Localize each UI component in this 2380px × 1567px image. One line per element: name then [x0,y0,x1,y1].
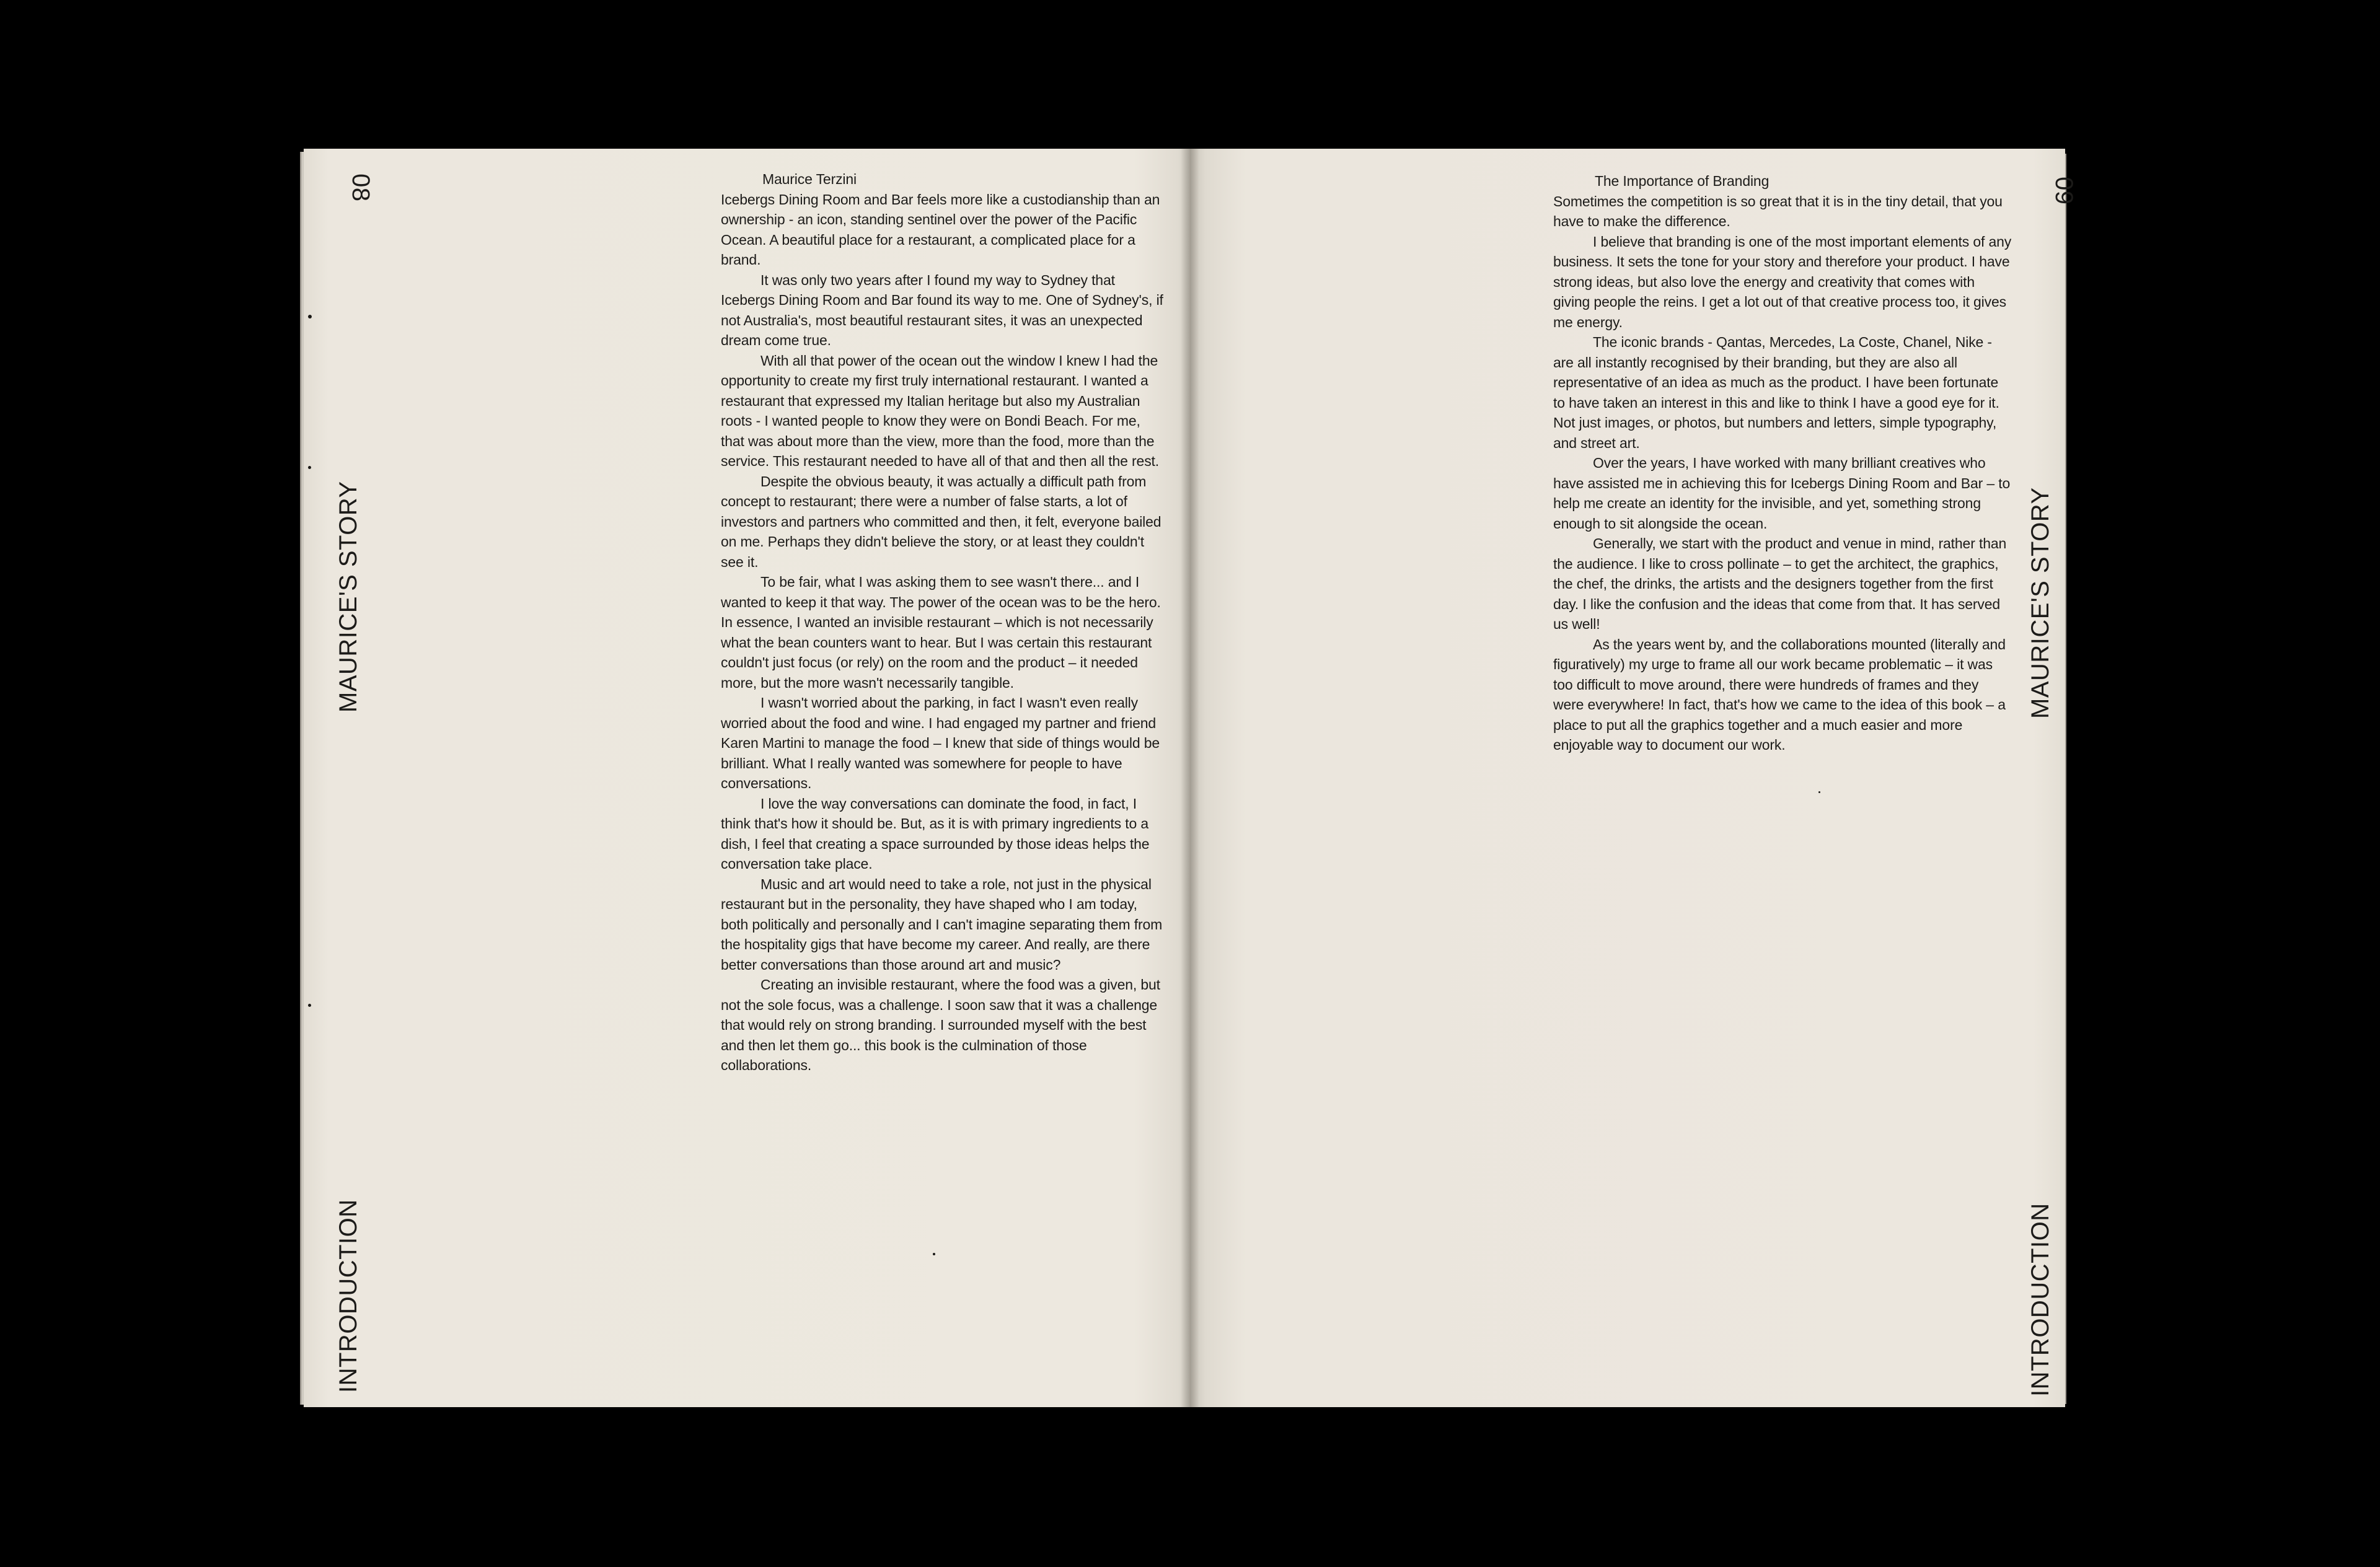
paragraph: I wasn't worried about the parking, in fact I wasn't even really worried about the food and wine. I had engaged my partner and friend Karen Martini to manage the food – I knew that side of things would be brilliant. What I really wanted was somewhere for people to have conversations. [721,695,1160,791]
right-article-title: The Importance of Branding [1595,173,1770,189]
paragraph: I believe that branding is one of the most important elements of any business. It sets the tone for your story and therefore your product. I have strong ideas, but also love the energy and creativity that comes with giving people the reins. I get a lot out of that creative process too, it gives me energy. [1553,233,2012,330]
paragraph: To be fair, what I was asking them to see wasn't there... and I wanted to keep it that way. The power of the ocean was to be the hero. In essence, I wanted an invisible restaurant – which is not necessarily what the bean counters want to hear. But I was certain this restaurant couldn't just focus (or rely) on the room and the product – it needed more, but the more wasn't necessarily tangible. [721,574,1161,691]
paper-speck [933,1253,935,1255]
paper-speck [1818,791,1820,793]
paragraph: As the years went by, and the collaborations mounted (literally and figuratively) my urge to frame all our work became problematic – it was too difficult to move around, there were hundreds of frames and they were everywhere! In fact, that's how we came to the idea of this book – a place to put all the graphics together and a much easier and more enjoyable way to document our work. [1553,636,2006,753]
paper-speck [308,315,312,318]
paper-speck [308,466,311,469]
paragraph: Creating an invisible restaurant, where the food was a given, but not the sole focus, was a challenge. I soon saw that it was a challenge that would rely on strong branding. I surrounded myself with the best and then let them go... this book is the culmination of those collaborations. [721,977,1160,1073]
right-section-label: INTRODUCTION [2027,1203,2054,1397]
paragraph: The iconic brands - Qantas, Mercedes, La Coste, Chanel, Nike - are all instantly recognised by their branding, but they are also all representative of an idea as much as the product. I have been fortunate to have taken an interest in this and like to think I have a good eye for it. Not just images, or photos, but numbers and letters, simple typography, and street art. [1553,334,1999,451]
paragraph: Generally, we start with the product and venue in mind, rather than the audience. I like to cross pollinate – to get the architect, the graphics, the chef, the drinks, the artists and the designers together from the first day. I like the confusion and the ideas that come from that. It has served us well! [1553,535,2007,632]
right-text-column [1553,171,2012,755]
paragraph: I love the way conversations can dominate the food, in fact, I think that's how it should be. But, as it is with primary ingredients to a dish, I feel that creating a space surrounded by those ideas helps the conversation take place. [721,795,1150,872]
paragraph: Music and art would need to take a role, not just in the physical restaurant but in the personality, they have shaped who I am today, both politically and personally and I can't imagine separating them from the hospitality gigs that have become my career. And really, are there better conversations than those around art and music? [721,876,1163,973]
right-folio: 09 [2050,177,2078,205]
left-folio: 08 [347,173,374,202]
left-running-head: MAURICE'S STORY [335,481,362,713]
left-section-label: INTRODUCTION [335,1199,362,1393]
paragraph: Sometimes the competition is so great that it is in the tiny detail, that you have to make the difference. [1553,193,2003,229]
paragraph: Icebergs Dining Room and Bar feels more like a custodianship than an ownership - an icon, standing sentinel over the power of the Pacific Ocean. A beautiful place for a restaurant, a complicated place for a brand. [721,191,1160,268]
paper-speck [308,1004,311,1007]
paragraph: With all that power of the ocean out the window I knew I had the opportunity to create my first truly international restaurant. I wanted a restaurant that expressed my Italian heritage but also my Australian roots - I wanted people to know they were on Bondi Beach. For me, that was about more than the view, more than the food, more than the service. This restaurant needed to have all of that and then all the rest. [721,352,1160,469]
left-article-title: Maurice Terzini [762,171,857,187]
right-running-head: MAURICE'S STORY [2027,487,2054,719]
paragraph: Despite the obvious beauty, it was actually a difficult path from concept to restaurant; there were a number of false starts, a lot of investors and partners who committed and then, it felt, everyone bailed on me. Perhaps they didn't believe the story, or at least they couldn't see it. [721,473,1161,570]
paragraph: Over the years, I have worked with many brilliant creatives who have assisted me in achieving this for Icebergs Dining Room and Bar – to help me create an identity for the invisible, and yet, something strong enough to sit alongside the ocean. [1553,455,2011,532]
left-text-column [721,169,1167,1076]
paragraph: It was only two years after I found my way to Sydney that Icebergs Dining Room and Bar found its way to me. One of Sydney's, if not Australia's, most beautiful restaurant sites, it was an unexpected dream come true. [721,271,1163,348]
